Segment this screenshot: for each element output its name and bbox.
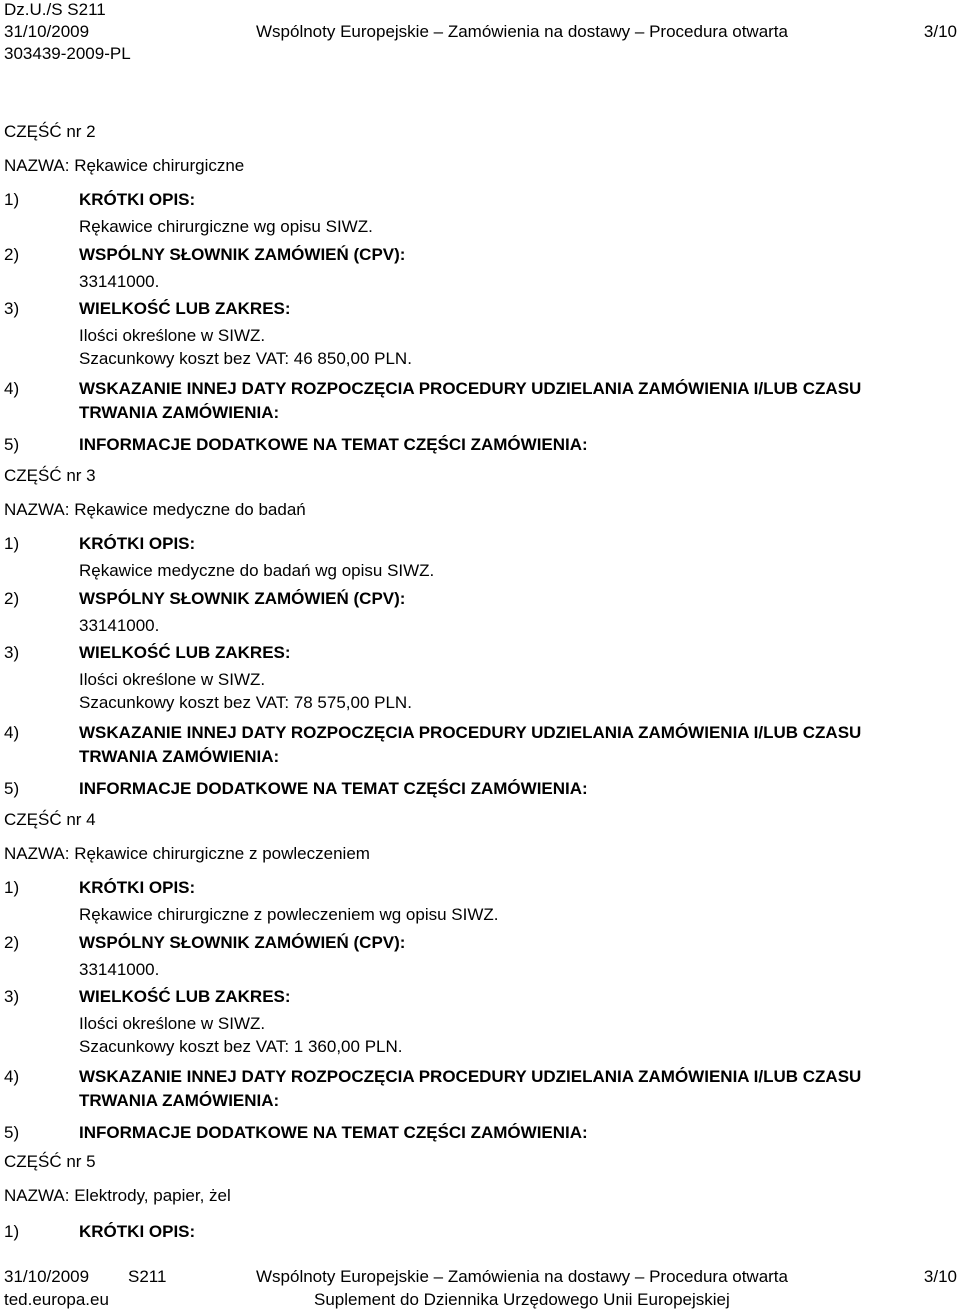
item-label: INFORMACJE DODATKOWE NA TEMAT CZĘŚCI ZAMÓWIENIA: [79, 435, 588, 454]
item-label-continued: TRWANIA ZAMÓWIENIA: [79, 403, 280, 422]
item-number: 1) [4, 878, 20, 897]
part-name: NAZWA: Rękawice chirurgiczne z powleczeniem [4, 844, 370, 863]
part-name: NAZWA: Elektrody, papier, żel [4, 1186, 231, 1205]
part-number: CZĘŚĆ nr 2 [4, 122, 96, 141]
footer-page: 3/10 [923, 1267, 957, 1286]
item-label: WSKAZANIE INNEJ DATY ROZPOCZĘCIA PROCEDURY UDZIELANIA ZAMÓWIENIA I/LUB CZASU [79, 379, 862, 398]
item-number: 5) [4, 435, 20, 454]
item-text: 33141000. [79, 960, 160, 979]
item-label: INFORMACJE DODATKOWE NA TEMAT CZĘŚCI ZAMÓWIENIA: [79, 779, 588, 798]
notice-reference: 303439-2009-PL [4, 44, 131, 63]
item-text: Rękawice chirurgiczne wg opisu SIWZ. [79, 217, 373, 236]
item-number: 4) [4, 723, 20, 742]
item-label: WIELKOŚĆ LUB ZAKRES: [79, 987, 291, 1006]
item-text: Szacunkowy koszt bez VAT: 78 575,00 PLN. [79, 693, 412, 712]
item-text: Ilości określone w SIWZ. [79, 1014, 266, 1033]
item-label-continued: TRWANIA ZAMÓWIENIA: [79, 1091, 280, 1110]
item-label: INFORMACJE DODATKOWE NA TEMAT CZĘŚCI ZAMÓWIENIA: [79, 1123, 588, 1142]
part-number: CZĘŚĆ nr 5 [4, 1152, 96, 1171]
part-name: NAZWA: Rękawice chirurgiczne [4, 156, 245, 175]
item-label-continued: TRWANIA ZAMÓWIENIA: [79, 747, 280, 766]
item-text: Szacunkowy koszt bez VAT: 46 850,00 PLN. [79, 349, 412, 368]
part-number: CZĘŚĆ nr 3 [4, 466, 96, 485]
item-label: WSPÓLNY SŁOWNIK ZAMÓWIEŃ (CPV): [79, 245, 406, 264]
item-number: 3) [4, 643, 20, 662]
item-label: KRÓTKI OPIS: [79, 878, 196, 897]
item-number: 5) [4, 779, 20, 798]
item-number: 4) [4, 1067, 20, 1086]
header-date: 31/10/2009 [4, 22, 90, 41]
item-label: WIELKOŚĆ LUB ZAKRES: [79, 643, 291, 662]
header-page: 3/10 [923, 22, 957, 41]
item-label: WSKAZANIE INNEJ DATY ROZPOCZĘCIA PROCEDURY UDZIELANIA ZAMÓWIENIA I/LUB CZASU [79, 723, 862, 742]
item-text: Szacunkowy koszt bez VAT: 1 360,00 PLN. [79, 1037, 403, 1056]
item-number: 2) [4, 933, 20, 952]
item-text: Ilości określone w SIWZ. [79, 670, 266, 689]
footer-site-link[interactable]: ted.europa.eu [4, 1290, 109, 1309]
item-number: 4) [4, 379, 20, 398]
item-label: KRÓTKI OPIS: [79, 190, 196, 209]
item-label: WSPÓLNY SŁOWNIK ZAMÓWIEŃ (CPV): [79, 589, 406, 608]
footer-title: Wspólnoty Europejskie – Zamówienia na dostawy – Procedura otwarta [256, 1267, 788, 1286]
item-label: WSPÓLNY SŁOWNIK ZAMÓWIEŃ (CPV): [79, 933, 406, 952]
item-number: 3) [4, 299, 20, 318]
item-number: 2) [4, 245, 20, 264]
footer-date: 31/10/2009 [4, 1267, 90, 1286]
item-number: 5) [4, 1123, 20, 1142]
item-number: 1) [4, 1222, 20, 1241]
item-text: Ilości określone w SIWZ. [79, 326, 266, 345]
part-number: CZĘŚĆ nr 4 [4, 810, 96, 829]
item-label: WIELKOŚĆ LUB ZAKRES: [79, 299, 291, 318]
item-number: 3) [4, 987, 20, 1006]
footer-supplement: Suplement do Dziennika Urzędowego Unii Europejskiej [314, 1290, 730, 1309]
header-title: Wspólnoty Europejskie – Zamówienia na dostawy – Procedura otwarta [256, 22, 788, 41]
item-number: 1) [4, 190, 20, 209]
item-text: 33141000. [79, 272, 160, 291]
item-label: WSKAZANIE INNEJ DATY ROZPOCZĘCIA PROCEDURY UDZIELANIA ZAMÓWIENIA I/LUB CZASU [79, 1067, 862, 1086]
item-text: Rękawice chirurgiczne z powleczeniem wg opisu SIWZ. [79, 905, 499, 924]
journal-ref: Dz.U./S S211 [4, 0, 106, 19]
footer-series: S211 [128, 1267, 167, 1286]
item-text: 33141000. [79, 616, 160, 635]
item-number: 1) [4, 534, 20, 553]
part-name: NAZWA: Rękawice medyczne do badań [4, 500, 306, 519]
item-label: KRÓTKI OPIS: [79, 534, 196, 553]
item-label: KRÓTKI OPIS: [79, 1222, 196, 1241]
item-text: Rękawice medyczne do badań wg opisu SIWZ. [79, 561, 435, 580]
item-number: 2) [4, 589, 20, 608]
